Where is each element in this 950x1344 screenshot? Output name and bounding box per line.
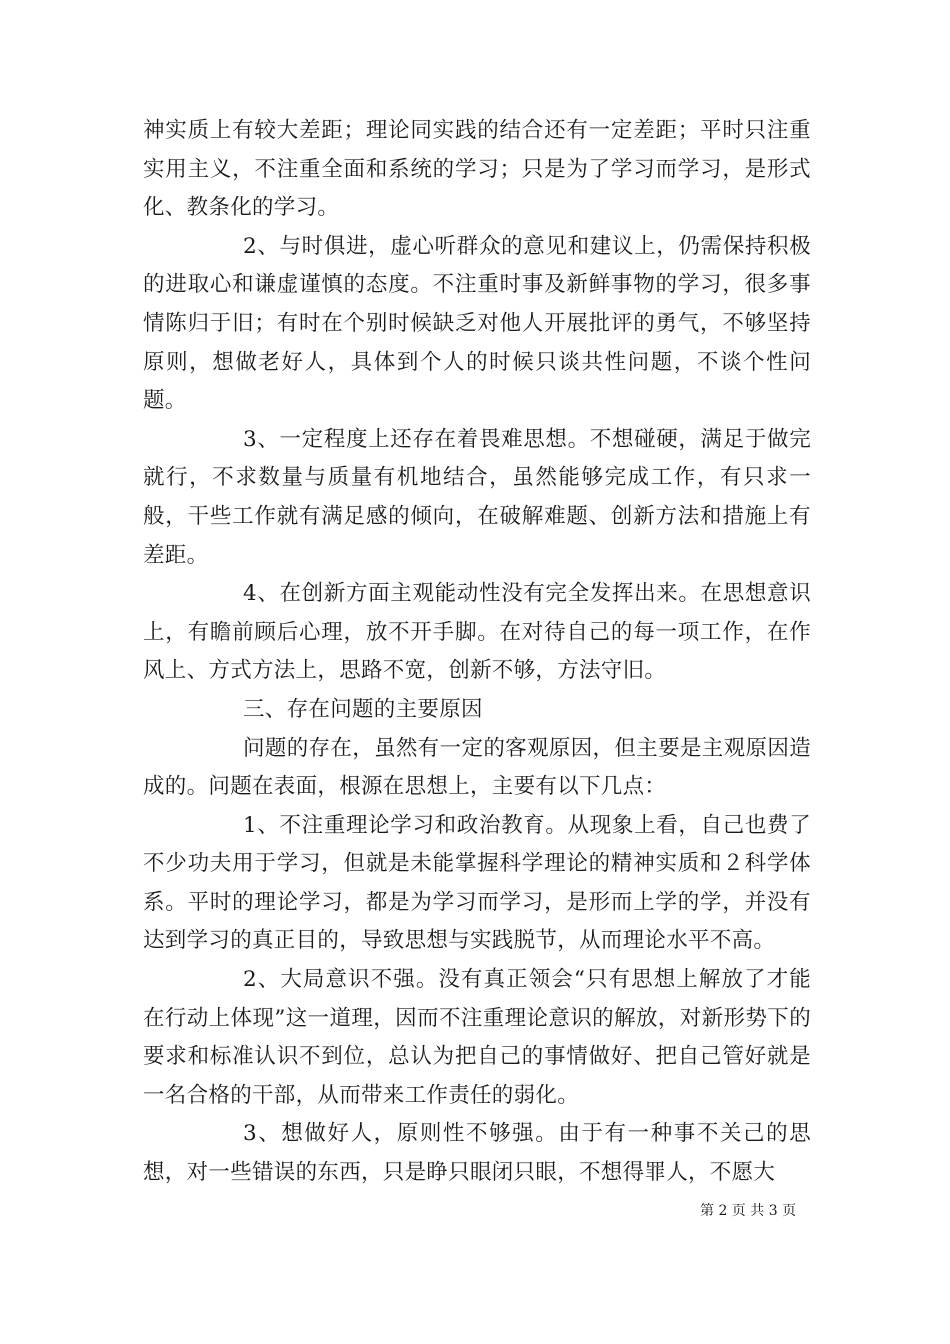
page-number-footer: 第 2 页 共 3 页 xyxy=(700,1203,797,1219)
section-heading-main-causes: 三、存在问题的主要原因 xyxy=(243,696,483,722)
document-body xyxy=(143,112,811,1193)
paragraph-point-4: 4、在创新方面主观能动性没有完全发挥出来。在思想意识上，有瞻前顾后心理，放不开手脚。在对待自己的每一项工作，在作风上、方式方法上，思路不宽，创新不够，方法守旧。 xyxy=(143,581,811,684)
paragraph-cause-2: 2、大局意识不强。没有真正领会“只有思想上解放了才能在行动上体现”这一道理，因而不注重理论意识的解放，对新形势下的要求和标准认识不到位，总认为把自己的事情做好、把自己管好就是一名合格的干部，从而带来工作责任的弱化。 xyxy=(143,967,811,1108)
paragraph-continuation: 神实质上有较大差距；理论同实践的结合还有一定差距；平时只注重实用主义，不注重全面和系统的学习；只是为了学习而学习，是形式化、教条化的学习。 xyxy=(143,118,811,221)
paragraph-cause-3: 3、想做好人，原则性不够强。由于有一种事不关己的思想，对一些错误的东西，只是睁只眼闭只眼，不想得罪人，不愿大 xyxy=(143,1121,811,1186)
paragraph-cause-1: 1、不注重理论学习和政治教育。从现象上看，自己也费了不少功夫用于学习，但就是未能掌握科学理论的精神实质和２科学体系。平时的理论学习，都是为学习而学习，是形而上学的学，并没有达到学习的真正目的，导致思想与实践脱节，从而理论水平不高。 xyxy=(143,812,811,954)
paragraph-point-2: 2、与时俱进，虚心听群众的意见和建议上，仍需保持积极的进取心和谦虚谨慎的态度。不注重时事及新鲜事物的学习，很多事情陈归于旧；有时在个别时候缺乏对他人开展批评的勇气，不够坚持原则，想做老好人，具体到个人的时候只谈共性问题，不谈个性问题。 xyxy=(143,233,811,414)
paragraph-point-3: 3、一定程度上还存在着畏难思想。不想碰硬，满足于做完就行，不求数量与质量有机地结合，虽然能够完成工作，有只求一般，干些工作就有满足感的倾向，在破解难题、创新方法和措施上有差距。 xyxy=(143,426,811,568)
paragraph-causes-intro: 问题的存在，虽然有一定的客观原因，但主要是主观原因造成的。问题在表面，根源在思想上，主要有以下几点： xyxy=(143,735,811,800)
